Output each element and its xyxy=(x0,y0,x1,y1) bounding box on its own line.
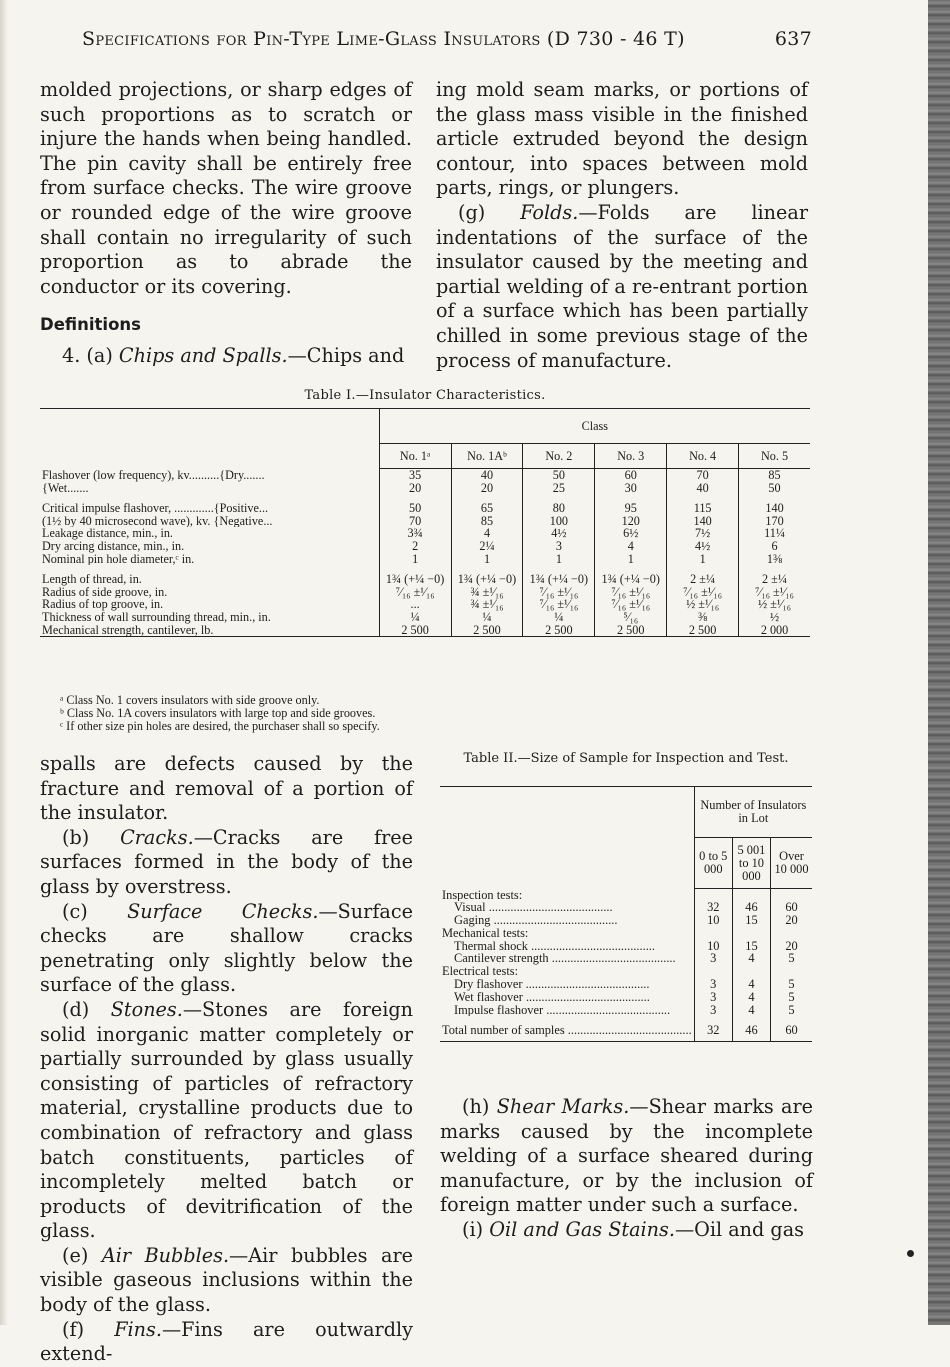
table2-row-label: Dry flashover ..... xyxy=(440,978,694,991)
table1-cell: 20 xyxy=(451,482,523,495)
table1-cell: 1⅜ xyxy=(766,551,783,566)
scan-edge-bar xyxy=(928,0,950,1325)
item-text: —Chips and xyxy=(287,343,405,367)
table2-total-cell: 46 xyxy=(732,1016,770,1042)
table2-total-cell: 32 xyxy=(694,1016,732,1042)
table2-cell xyxy=(771,927,812,940)
paragraph-surface-checks xyxy=(40,900,413,998)
table1-cell: 6½ xyxy=(595,527,667,540)
table1-cell: 2 ±¼ xyxy=(667,573,739,586)
table2-cell: 15 xyxy=(732,940,770,953)
term: Cracks. xyxy=(120,825,194,849)
table1-cell: 1 xyxy=(379,553,451,566)
table2-row-label: Thermal shock ..... xyxy=(440,940,694,953)
table1-cell: 1¾ (+¼ −0) xyxy=(379,573,451,586)
table1-row-label: Critical impulse flashover, .............{Positive... xyxy=(40,502,379,515)
table1-cell: 70 xyxy=(667,469,739,482)
table1-cell: 40 xyxy=(451,469,523,482)
table2-row-label: Gaging ..... xyxy=(440,914,694,927)
page-edge-shadow xyxy=(0,0,8,1325)
item-lead: (h) xyxy=(462,1095,497,1118)
table1-row-label: (1½ by 40 microsecond wave), kv. {Negative... xyxy=(40,515,379,528)
table1-cell: 50 xyxy=(379,502,451,515)
table1-cell: 50 xyxy=(768,480,781,495)
table1-row-label: Thickness of wall surrounding thread, min., in. xyxy=(40,611,379,624)
paragraph: molded projections, or sharp edges of such proportions as to scratch or injure the hands when being handled. The pin cavity shall be entirely free from surface checks. The wire groove or rounded edge of the wire groove shall contain no irregularity of such proportion as to abrade the conductor or its covering. xyxy=(40,78,412,298)
table2-body xyxy=(440,889,812,1017)
paragraph: spalls are defects caused by the fracture and removal of a portion of the insulator. xyxy=(40,752,413,825)
table2-col-header: 5 001 to 10 000 xyxy=(732,838,770,889)
table2-total-row xyxy=(440,1016,812,1042)
table1-cell: 1 xyxy=(595,553,667,566)
table1-cell: ⁷⁄₁₆ ±¹⁄₁₆ xyxy=(667,586,739,599)
table2-cell: 4 xyxy=(732,978,770,991)
table1-cell: ⁷⁄₁₆ ±¹⁄₁₆ xyxy=(595,586,667,599)
paragraph-air-bubbles xyxy=(40,1244,413,1318)
table1-cell: 7½ xyxy=(667,527,739,540)
table1-cell: 85 xyxy=(451,515,523,528)
table2-row-label: Visual ..... xyxy=(440,901,694,914)
table1-row-label: Mechanical strength, cantilever, lb. xyxy=(40,624,379,637)
page-number: 637 xyxy=(774,28,812,50)
table1-cell: ⁷⁄₁₆ ±¹⁄₁₆ xyxy=(379,586,451,599)
table2-row-label: Mechanical tests: xyxy=(440,927,694,940)
table1-cell: 170 xyxy=(765,513,784,528)
table2-cell: 5 xyxy=(788,1002,795,1017)
table1-cell: ½ ±¹⁄₁₆ xyxy=(757,597,792,612)
table2-row xyxy=(440,1004,812,1017)
table2-cell: 5 xyxy=(788,977,795,992)
table2-cell: 20 xyxy=(785,938,798,953)
table1-cell: 2 500 xyxy=(451,624,523,637)
table1-cell: 30 xyxy=(595,482,667,495)
table1-col-header: No. 1ᵃ xyxy=(379,444,451,469)
item-lead: (g) xyxy=(458,200,521,224)
table1-cell: ½ xyxy=(769,609,780,624)
table2-row-label: Impulse flashover ..... xyxy=(440,1004,694,1017)
table2-cell: 3 xyxy=(694,952,732,965)
table2-group-header: Number of Insulators in Lot xyxy=(694,787,812,838)
item-text: —Air bubbles are visible gaseous inclusions within the body of the glass. xyxy=(40,1243,413,1317)
table1-row xyxy=(40,553,810,566)
table2-cell xyxy=(732,927,770,940)
table2-cell: 10 xyxy=(694,914,732,927)
table2-cell: 32 xyxy=(694,901,732,914)
table1-cell: 25 xyxy=(523,482,595,495)
table2-row-label: Wet flashover ..... xyxy=(440,991,694,1004)
table1-cell: 11¼ xyxy=(764,526,785,541)
table1-cell: 120 xyxy=(595,515,667,528)
term: Surface Checks. xyxy=(127,899,319,923)
table1-cell: 4 xyxy=(451,527,523,540)
table2-cell: 4 xyxy=(732,1004,770,1017)
item-lead: (i) xyxy=(462,1217,490,1241)
table1-row xyxy=(40,502,810,515)
table1-cell: ⁵⁄₁₆ xyxy=(595,611,667,624)
table1-cell: 40 xyxy=(667,482,739,495)
table2-group-row xyxy=(440,965,812,978)
table1-cell: 80 xyxy=(523,502,595,515)
footnote: ᵇ Class No. 1A covers insulators with large top and side grooves. xyxy=(60,705,376,720)
table1-row-label: Radius of side groove, in. xyxy=(40,586,379,599)
table1-cell: 115 xyxy=(667,502,739,515)
table1-cell: 35 xyxy=(379,469,451,482)
paragraph-oil-gas-stains xyxy=(440,1218,813,1243)
table1-cell: 2 000 xyxy=(760,622,789,637)
table1-cell: 140 xyxy=(667,515,739,528)
table1-cell: 60 xyxy=(595,469,667,482)
paragraph-stones xyxy=(40,998,413,1244)
term: Shear Marks. xyxy=(496,1095,630,1118)
table1-stub-header xyxy=(40,409,379,469)
table1-row-label: Length of thread, in. xyxy=(40,573,379,586)
table2-cell: 3 xyxy=(694,978,732,991)
table1-row xyxy=(40,611,810,624)
table1-col-header: No. 3 xyxy=(595,444,667,469)
paragraph-cracks xyxy=(40,826,413,900)
table1-cell: ⁷⁄₁₆ ±¹⁄₁₆ xyxy=(595,598,667,611)
left-column-top xyxy=(40,78,412,369)
table1-cell: 2¼ xyxy=(451,540,523,553)
table1-cell: 1 xyxy=(667,553,739,566)
running-header xyxy=(82,28,812,50)
table1-row-label: Nominal pin hole diameter,ᶜ in. xyxy=(40,553,379,566)
table1-cell: ¾ ±¹⁄₁₆ xyxy=(451,598,523,611)
table1-spacer-cell xyxy=(40,494,379,502)
item-text: —Surface checks are shallow cracks penetrating only slightly below the surface of the glass. xyxy=(40,899,413,997)
table1-cell: 1¾ (+¼ −0) xyxy=(451,573,523,586)
table1-cell: ⁷⁄₁₆ ±¹⁄₁₆ xyxy=(755,584,794,599)
table1-row-label: Flashover (low frequency), kv..........{Dry....... xyxy=(40,469,379,482)
table1-cell: ¼ xyxy=(379,611,451,624)
term: Air Bubbles. xyxy=(101,1243,230,1267)
table2 xyxy=(440,786,812,1042)
table1-cell: 2 xyxy=(379,540,451,553)
table1-row xyxy=(40,573,810,586)
term: Fins. xyxy=(114,1317,162,1341)
table1-row xyxy=(40,482,810,495)
item-lead: (c) xyxy=(62,899,128,923)
table2-cell: 4 xyxy=(732,952,770,965)
table1-cell: 50 xyxy=(523,469,595,482)
table2-row-label: Cantilever strength ..... xyxy=(440,952,694,965)
table2-row xyxy=(440,952,812,965)
table1-spacer-cell xyxy=(40,565,379,573)
table1-footnotes xyxy=(60,694,380,732)
table2-cell: 4 xyxy=(732,991,770,1004)
item-text: —Fins are outwardly extend- xyxy=(40,1317,413,1366)
scan-mark xyxy=(907,1250,914,1257)
table2-cell: 15 xyxy=(732,914,770,927)
table1-cell: 2 500 xyxy=(595,624,667,637)
table2-col-header: Over 10 000 xyxy=(771,838,812,889)
table1-cell: ¾ ±¹⁄₁₆ xyxy=(451,586,523,599)
table1-cell: 100 xyxy=(523,515,595,528)
table1-col-header: No. 4 xyxy=(667,444,739,469)
table2-row xyxy=(440,914,812,927)
table1-row-label: {Wet....... xyxy=(40,482,379,495)
table1-cell: 3¾ xyxy=(379,527,451,540)
table1-col-header: No. 2 xyxy=(523,444,595,469)
item-text: —Shear marks are marks caused by the incomplete welding of a surface sheared during manufacture, or by the inclusion of foreign matter under such a surface. xyxy=(440,1095,813,1217)
right-column-top xyxy=(436,78,808,373)
table2-total-cell: 60 xyxy=(771,1016,812,1042)
table1-cell: 70 xyxy=(379,515,451,528)
table2-row-label: Inspection tests: xyxy=(440,889,694,902)
table2-cell: 60 xyxy=(785,900,798,915)
table1-cell: 85 xyxy=(768,468,781,482)
table1-cell: 4½ xyxy=(667,540,739,553)
table2-cell: 46 xyxy=(732,901,770,914)
footnote: ᶜ If other size pin holes are desired, the purchaser shall so specify. xyxy=(60,718,380,733)
footnote: ᵃ Class No. 1 covers insulators with side groove only. xyxy=(60,693,320,707)
paragraph-folds xyxy=(436,201,808,373)
right-column-bottom xyxy=(440,1095,813,1243)
table1-cell: 20 xyxy=(379,482,451,495)
table1-cell: 1¾ (+¼ −0) xyxy=(523,573,595,586)
table2-row xyxy=(440,978,812,991)
table1-row-label: Radius of top groove, in. xyxy=(40,598,379,611)
table2-group-row xyxy=(440,927,812,940)
table1-title: Table I.—Insulator Characteristics. xyxy=(304,388,546,403)
term: Oil and Gas Stains. xyxy=(489,1217,675,1241)
table1-cell: ¼ xyxy=(451,611,523,624)
table2-cell: 10 xyxy=(694,940,732,953)
table1-cell: 1 xyxy=(451,553,523,566)
table2-row-label: Electrical tests: xyxy=(440,965,694,978)
table1-col-header: No. 1Aᵇ xyxy=(451,444,523,469)
table1-cell: ⅜ xyxy=(667,611,739,624)
item-text: —Oil and gas xyxy=(674,1217,804,1241)
table1-row-label: Leakage distance, min., in. xyxy=(40,527,379,540)
table2-cell: 3 xyxy=(694,1004,732,1017)
table1-cell: 1 xyxy=(523,553,595,566)
left-column-bottom xyxy=(40,752,413,1367)
table1-row-label: Dry arcing distance, min., in. xyxy=(40,540,379,553)
table2-stub-header xyxy=(440,787,694,889)
item-text: —Cracks are free surfaces formed in the body of the glass by overstress. xyxy=(40,825,413,898)
term: Chips and Spalls. xyxy=(118,343,288,367)
table1-cell: 1¾ (+¼ −0) xyxy=(595,573,667,586)
table1-cell: 95 xyxy=(595,502,667,515)
table1-cell: 6 xyxy=(771,538,778,553)
table1-row xyxy=(40,624,810,637)
table1-class-header: Class xyxy=(379,409,810,444)
table1-cell: 2 ±¼ xyxy=(762,572,788,587)
item-text: —Folds are linear indentations of the surface of the insulator caused by the meeting and partial welding of a re-entrant portion of a surface which has been partially chilled in some previous stage of the process of manufacture. xyxy=(436,200,809,372)
item-lead: (e) xyxy=(62,1243,102,1267)
table2-col-header: 0 to 5 000 xyxy=(694,838,732,889)
table1-cell: 2 500 xyxy=(379,624,451,637)
paragraph-fins xyxy=(40,1318,413,1367)
table1-row xyxy=(40,540,810,553)
item-lead: (b) xyxy=(62,825,121,849)
table1-body xyxy=(40,469,810,637)
item-lead: 4. (a) xyxy=(62,343,119,367)
table1-cell: 65 xyxy=(451,502,523,515)
table2-row xyxy=(440,940,812,953)
table1-cell: 4 xyxy=(595,540,667,553)
table1-cell: ... xyxy=(379,598,451,611)
paragraph: ing mold seam marks, or portions of the glass mass visible in the finished article extruded beyond the design contour, into spaces between mold parts, rings, or plungers. xyxy=(436,78,808,200)
item-lead: (d) xyxy=(62,997,111,1021)
table1-cell: 3 xyxy=(523,540,595,553)
table2-cell: 5 xyxy=(788,951,795,966)
table1-row xyxy=(40,598,810,611)
table2-total-label: Total number of samples ..... xyxy=(440,1016,694,1042)
item-lead: (f) xyxy=(62,1317,115,1341)
header-title: Specifications for Pin-Type Lime-Glass Insulators (D 730 - 46 T) xyxy=(82,28,685,50)
table2-cell: 5 xyxy=(788,989,795,1004)
table2-cell: 20 xyxy=(785,913,798,928)
table2-cell: 3 xyxy=(694,991,732,1004)
table1-cell: 2 500 xyxy=(667,624,739,637)
table1-row xyxy=(40,469,810,482)
table1-cell: 4½ xyxy=(523,527,595,540)
table1-cell: ½ ±¹⁄₁₆ xyxy=(667,598,739,611)
table2-row xyxy=(440,991,812,1004)
table1-cell: ⁷⁄₁₆ ±¹⁄₁₆ xyxy=(523,598,595,611)
table1-cell: ⁷⁄₁₆ ±¹⁄₁₆ xyxy=(523,586,595,599)
table1 xyxy=(40,408,810,637)
table1-col-header: No. 5 xyxy=(739,444,810,469)
paragraph-chips-spalls xyxy=(40,344,412,369)
table2-cell xyxy=(694,927,732,940)
term: Stones. xyxy=(110,997,183,1021)
table1-cell: ¼ xyxy=(523,611,595,624)
paragraph-shear-marks xyxy=(440,1095,813,1218)
table1-cell: 2 500 xyxy=(523,624,595,637)
table2-title: Table II.—Size of Sample for Inspection and Test. xyxy=(463,751,789,766)
term: Folds. xyxy=(520,200,579,224)
section-heading-definitions: Definitions xyxy=(40,315,141,335)
item-text: —Stones are foreign solid inorganic matter completely or partially surrounded by glass usually consisting of particles of refractory material, crystalline products due to combination of refractory and glass batch constituents, particles of incompletely melted batch or products of devitrification of the glass. xyxy=(40,997,413,1243)
table1-cell: 140 xyxy=(765,501,784,516)
